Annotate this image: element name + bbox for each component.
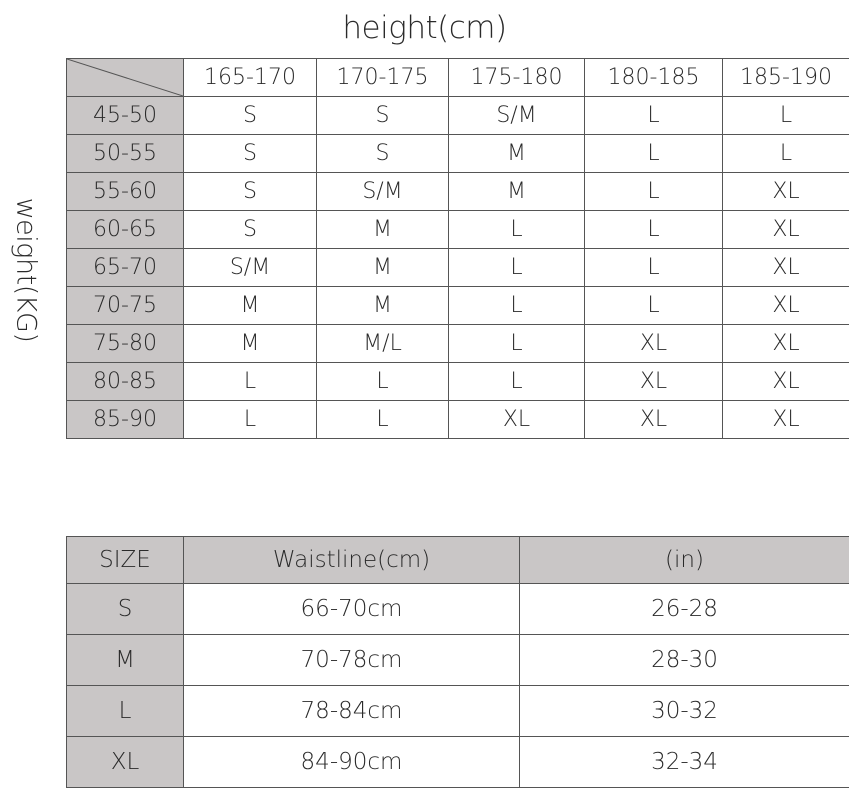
size-label-cell: S [67, 584, 184, 635]
waistline-in-header: (in) [520, 537, 849, 584]
table-row [67, 249, 849, 287]
waist-in-cell: 26-28 [520, 584, 849, 635]
height-header-row [67, 59, 849, 97]
size-by-height-weight-table [66, 58, 849, 439]
size-cell: M [449, 135, 585, 173]
size-cell: XL [723, 363, 849, 401]
table-row [67, 211, 849, 249]
waist-in-cell: 28-30 [520, 635, 849, 686]
size-cell: XL [585, 325, 723, 363]
size-cell: S [317, 135, 449, 173]
size-label-cell: M [67, 635, 184, 686]
waist-in-cell: 32-34 [520, 737, 849, 788]
size-cell: L [585, 211, 723, 249]
size-cell: XL [585, 363, 723, 401]
waist-header-row [67, 537, 849, 584]
size-cell: L [585, 287, 723, 325]
size-cell: L [585, 173, 723, 211]
size-cell: XL [723, 287, 849, 325]
table-row [67, 325, 849, 363]
weight-range-cell: 65-70 [67, 249, 184, 287]
height-range-header: 180-185 [585, 59, 723, 97]
size-cell: L [723, 97, 849, 135]
weight-range-cell: 60-65 [67, 211, 184, 249]
size-cell: XL [723, 401, 849, 439]
size-cell: L [449, 211, 585, 249]
height-axis-title: height(cm) [342, 10, 507, 46]
size-cell: L [184, 401, 317, 439]
size-cell: M [317, 287, 449, 325]
size-cell: L [317, 401, 449, 439]
waist-cm-cell: 70-78cm [184, 635, 520, 686]
weight-range-cell: 70-75 [67, 287, 184, 325]
size-cell: L [449, 249, 585, 287]
weight-range-cell: 45-50 [67, 97, 184, 135]
size-cell: M [317, 249, 449, 287]
size-cell: XL [585, 401, 723, 439]
table-row [67, 584, 849, 635]
table-row [67, 135, 849, 173]
corner-cell [67, 59, 184, 97]
size-cell: L [723, 135, 849, 173]
weight-range-cell: 75-80 [67, 325, 184, 363]
size-cell: XL [723, 173, 849, 211]
size-cell: L [449, 287, 585, 325]
height-range-header: 185-190 [723, 59, 849, 97]
size-cell: S [184, 135, 317, 173]
size-cell: S [184, 97, 317, 135]
waist-cm-cell: 78-84cm [184, 686, 520, 737]
size-cell: XL [723, 249, 849, 287]
size-cell: L [184, 363, 317, 401]
table-row [67, 635, 849, 686]
size-cell: M/L [317, 325, 449, 363]
size-cell: S/M [317, 173, 449, 211]
waistline-table [66, 536, 849, 788]
table-row [67, 173, 849, 211]
size-cell: XL [723, 211, 849, 249]
table-row [67, 401, 849, 439]
table-row [67, 686, 849, 737]
table-row [67, 363, 849, 401]
height-range-header: 170-175 [317, 59, 449, 97]
weight-axis-label: weight(KG) [10, 197, 42, 343]
size-cell: XL [449, 401, 585, 439]
size-label-cell: XL [67, 737, 184, 788]
table-row [67, 287, 849, 325]
size-cell: L [317, 363, 449, 401]
table-row [67, 97, 849, 135]
weight-range-cell: 85-90 [67, 401, 184, 439]
height-range-header: 175-180 [449, 59, 585, 97]
size-cell: L [585, 135, 723, 173]
size-cell: M [184, 325, 317, 363]
size-cell: L [585, 249, 723, 287]
size-cell: XL [723, 325, 849, 363]
size-cell: L [449, 363, 585, 401]
size-cell: M [449, 173, 585, 211]
size-cell: L [449, 325, 585, 363]
size-label-cell: L [67, 686, 184, 737]
weight-range-cell: 55-60 [67, 173, 184, 211]
size-cell: S/M [449, 97, 585, 135]
size-cell: S [317, 97, 449, 135]
size-cell: M [184, 287, 317, 325]
diagonal-divider [67, 59, 183, 96]
weight-range-cell: 80-85 [67, 363, 184, 401]
waistline-cm-header: Waistline(cm) [184, 537, 520, 584]
height-range-header: 165-170 [184, 59, 317, 97]
size-cell: S [184, 173, 317, 211]
table-row [67, 737, 849, 788]
size-cell: S [184, 211, 317, 249]
size-cell: M [317, 211, 449, 249]
waist-in-cell: 30-32 [520, 686, 849, 737]
size-column-header: SIZE [67, 537, 184, 584]
waist-cm-cell: 84-90cm [184, 737, 520, 788]
size-cell: S/M [184, 249, 317, 287]
weight-range-cell: 50-55 [67, 135, 184, 173]
waist-cm-cell: 66-70cm [184, 584, 520, 635]
size-cell: L [585, 97, 723, 135]
